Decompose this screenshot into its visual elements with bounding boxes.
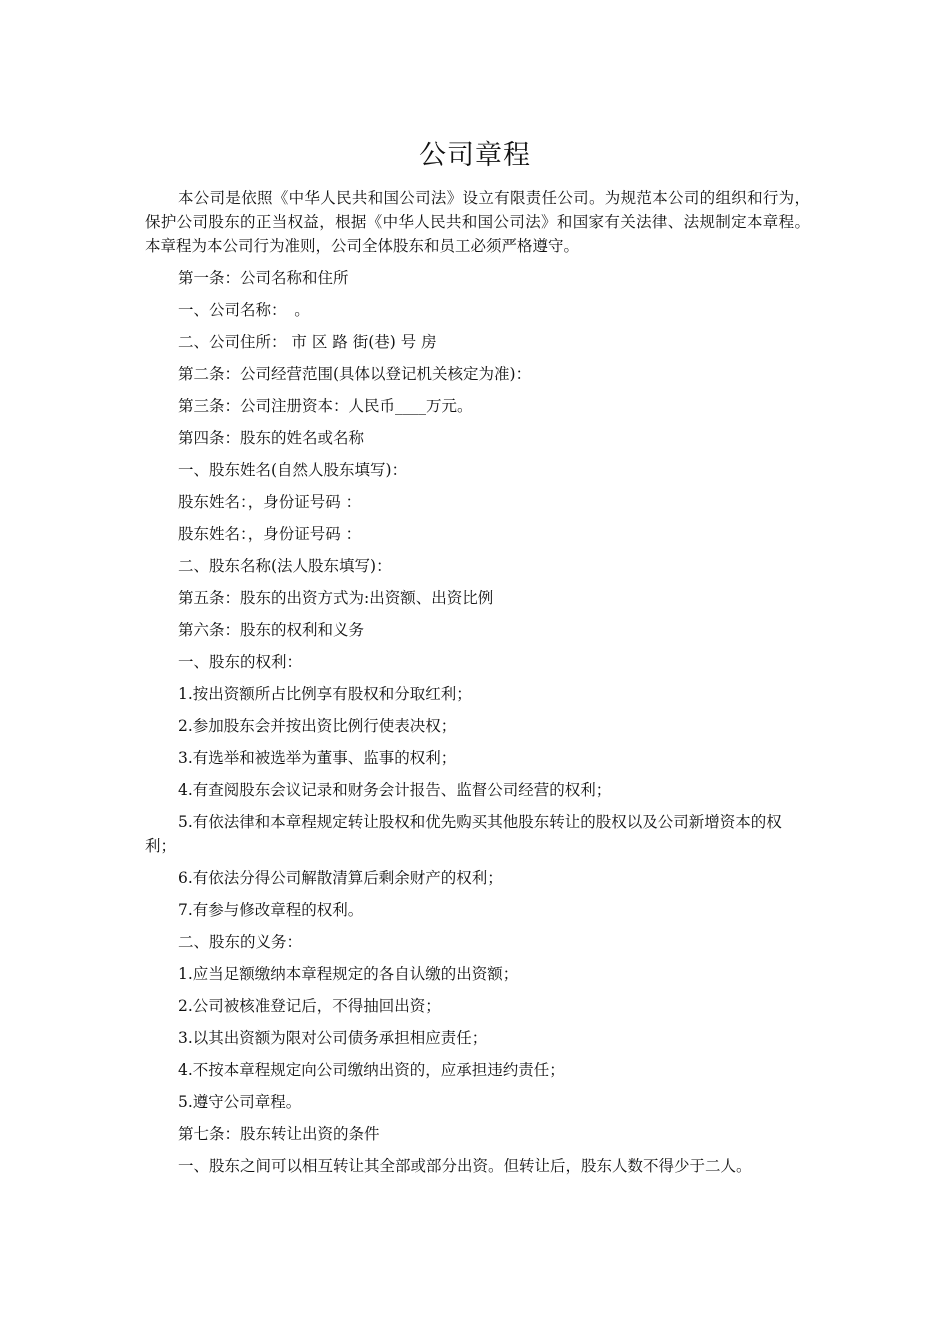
clause-line: 2.参加股东会并按出资比例行使表决权；: [178, 717, 457, 735]
document-title: 公司章程: [419, 140, 531, 171]
clause-line: 第五条：股东的出资方式为:出资额、出资比例: [178, 589, 494, 607]
clause-line: 一、公司名称： 。: [178, 301, 310, 319]
clause-line: 一、股东之间可以相互转让其全部或部分出资。但转让后，股东人数不得少于二人。: [178, 1157, 752, 1175]
clause-line: 7.有参与修改章程的权利。: [178, 901, 364, 919]
clause-line: 3.有选举和被选举为董事、监事的权利；: [178, 749, 457, 767]
intro-paragraph: 本公司是依照《中华人民共和国公司法》设立有限责任公司。为规范本公司的组织和行为，保护公司股东的正当权益，根据《中华人民共和国公司法》和国家有关法律、法规制定本章程。本章程为本公司行为准则，公司全体股东和员工必须严格遵守。: [145, 189, 810, 255]
clause-line: 2.公司被核准登记后，不得抽回出资；: [178, 997, 441, 1015]
clause-line: 第一条：公司名称和住所: [178, 269, 349, 287]
clause-line: 第七条：股东转让出资的条件: [178, 1125, 380, 1143]
clause-line: 第六条：股东的权利和义务: [178, 621, 365, 639]
document-body: [145, 186, 810, 1186]
clause-line: 第三条：公司注册资本：人民币____万元。: [178, 397, 473, 415]
clause-line: 股东姓名：，身份证号码 ：: [178, 493, 362, 511]
clause-line: 4.有查阅股东会议记录和财务会计报告、监督公司经营的权利；: [178, 781, 612, 799]
clause-line: 第四条：股东的姓名或名称: [178, 429, 365, 447]
clause-line: 4.不按本章程规定向公司缴纳出资的，应承担违约责任；: [178, 1061, 565, 1079]
clause-line: 6.有依法分得公司解散清算后剩余财产的权利；: [178, 869, 503, 887]
clause-line: 股东姓名：，身份证号码 ：: [178, 525, 362, 543]
clause-line: 3.以其出资额为限对公司债务承担相应责任；: [178, 1029, 488, 1047]
clause-line: 二、股东的义务：: [178, 933, 303, 951]
clause-line: 二、股东名称(法人股东填写)：: [178, 557, 392, 575]
clause-line: 一、股东的权利：: [178, 653, 303, 671]
clause-line: 一、股东姓名(自然人股东填写)：: [178, 461, 408, 479]
clause-line: 1.应当足额缴纳本章程规定的各自认缴的出资额；: [178, 965, 519, 983]
clause-line: 5.遵守公司章程。: [178, 1093, 302, 1111]
clause-line: 1.按出资额所占比例享有股权和分取红利；: [178, 685, 472, 703]
clause-wrapped-line: 5.有依法律和本章程规定转让股权和优先购买其他股东转让的股权以及公司新增资本的权利；: [145, 813, 782, 855]
clause-line: 第二条：公司经营范围(具体以登记机关核定为准)：: [178, 365, 532, 383]
clause-line: 二、公司住所： 市 区 路 街(巷) 号 房: [178, 333, 437, 351]
